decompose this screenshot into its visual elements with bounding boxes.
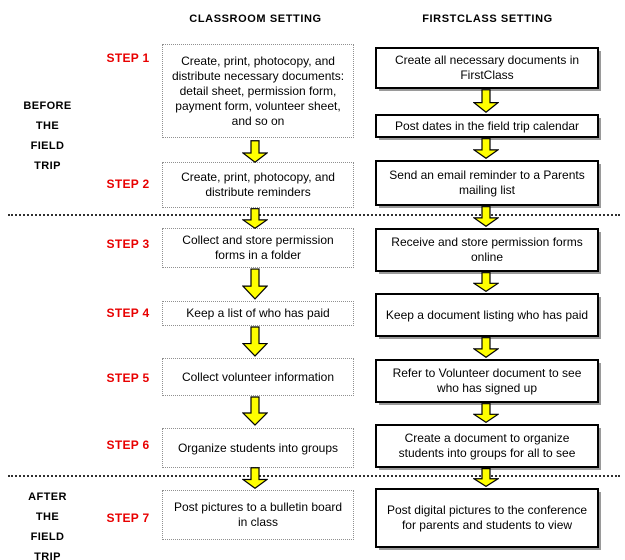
- firstclass-box-1: Create all necessary documents in FirstClass: [375, 47, 599, 89]
- arrow-down-icon: [242, 140, 268, 163]
- phase-label-line: FIELD: [30, 531, 65, 543]
- step-label-7: STEP 7: [106, 511, 150, 525]
- arrow-down-icon: [473, 138, 499, 159]
- arrow-down-icon: [473, 468, 499, 487]
- firstclass-box-5: Keep a document listing who has paid: [375, 293, 599, 337]
- arrow-down-icon: [242, 396, 268, 426]
- step-label-5: STEP 5: [106, 371, 150, 385]
- firstclass-box-3: Send an email reminder to a Parents mailing list: [375, 160, 599, 206]
- firstclass-box-8: Post digital pictures to the conference for parents and students to view: [375, 488, 599, 548]
- classroom-step-6-box: Organize students into groups: [162, 428, 354, 468]
- phase-separator-line: [8, 475, 620, 477]
- arrow-down-icon: [473, 206, 499, 227]
- classroom-column-header: CLASSROOM SETTING: [189, 13, 322, 25]
- arrow-down-icon: [473, 337, 499, 358]
- phase-label-line: BEFORE: [23, 100, 72, 112]
- phase-separator-line: [8, 214, 620, 216]
- phase-label-line: TRIP: [34, 160, 61, 172]
- arrow-down-icon: [242, 268, 268, 300]
- phase-label-line: TRIP: [34, 551, 61, 560]
- classroom-step-3-box: Collect and store permission forms in a folder: [162, 228, 354, 268]
- step-label-6: STEP 6: [106, 438, 150, 452]
- step-label-2: STEP 2: [106, 177, 150, 191]
- phase-label-after: [0, 487, 95, 560]
- arrow-down-icon: [473, 89, 499, 113]
- step-label-4: STEP 4: [106, 306, 150, 320]
- classroom-step-4-box: Keep a list of who has paid: [162, 301, 354, 326]
- phase-label-line: FIELD: [30, 140, 65, 152]
- firstclass-box-4: Receive and store permission forms online: [375, 228, 599, 272]
- firstclass-box-7: Create a document to organize students into groups for all to see: [375, 424, 599, 468]
- phase-label-line: THE: [35, 511, 60, 523]
- classroom-step-2-box: Create, print, photocopy, and distribute reminders: [162, 162, 354, 208]
- phase-label-line: AFTER: [28, 491, 67, 503]
- phase-label-before: [0, 96, 95, 176]
- firstclass-box-6: Refer to Volunteer document to see who has signed up: [375, 359, 599, 403]
- step-label-1: STEP 1: [106, 51, 150, 65]
- arrow-down-icon: [242, 326, 268, 357]
- classroom-step-1-box: Create, print, photocopy, and distribute necessary documents: detail sheet, permission form, payment form, volunteer sheet, and so on: [162, 44, 354, 138]
- firstclass-box-2: Post dates in the field trip calendar: [375, 114, 599, 138]
- arrow-down-icon: [242, 467, 268, 489]
- arrow-down-icon: [242, 208, 268, 229]
- classroom-step-5-box: Collect volunteer information: [162, 358, 354, 396]
- phase-label-line: THE: [35, 120, 60, 132]
- arrow-down-icon: [473, 272, 499, 292]
- arrow-down-icon: [473, 403, 499, 423]
- classroom-step-7-box: Post pictures to a bulletin board in class: [162, 490, 354, 540]
- firstclass-column-header: FIRSTCLASS SETTING: [422, 13, 553, 25]
- step-label-3: STEP 3: [106, 237, 150, 251]
